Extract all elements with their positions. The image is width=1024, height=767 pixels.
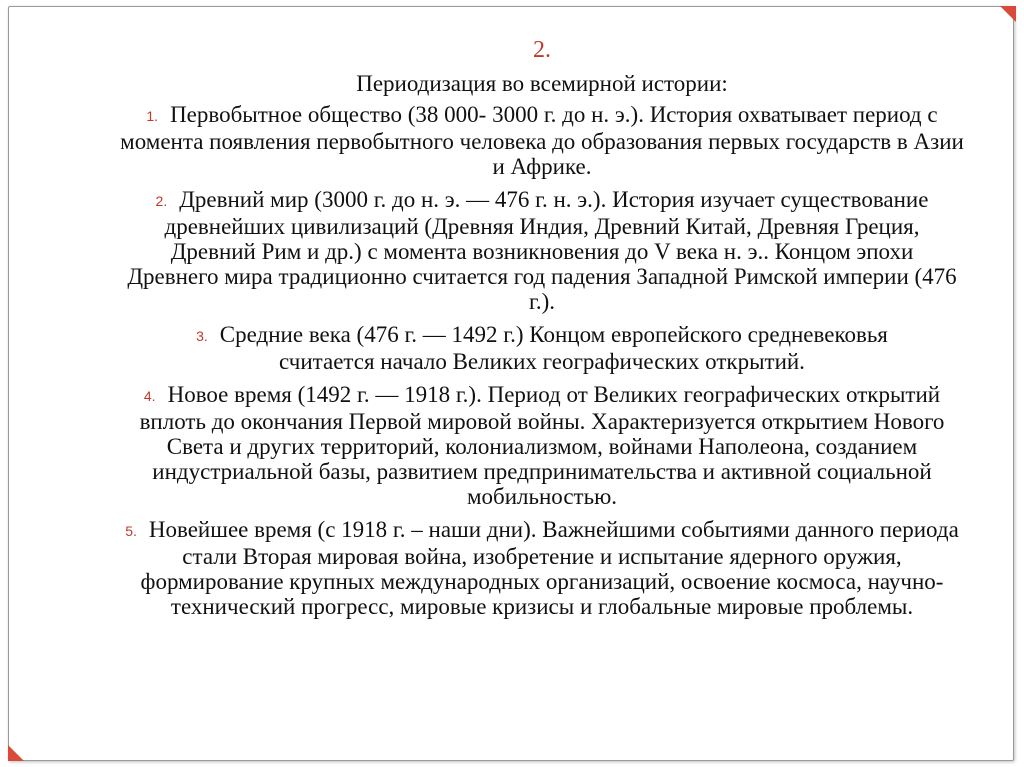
list-item-text: Новейшее время (с 1918 г. – наши дни). Важнейшими событиями данного периода стали Вторая мировая война, изобретение и испытание ядерного оружия, формирование крупных международных организаций, освоение космоса, научно-технический прогресс, мировые кризисы и глобальные мировые проблемы. (140, 517, 959, 619)
list-marker: 4. (143, 388, 156, 404)
list-marker: 2. (155, 193, 168, 209)
periods-list (0, 102, 1024, 619)
corner-ornament-bottom-left (8, 745, 24, 761)
slide-content (0, 36, 1024, 627)
list-marker: 5. (125, 523, 137, 539)
list-item-text: Древний мир (3000 г. до н. э. — 476 г. н. э.). История изучает существование древнейших цивилизаций (Древняя Индия, Древний Китай, Древняя Греция, Древний Рим и др.) с момента возникновения до V века н. э.. Концом эпохи Древнего мира традиционно считается год падения Западной Римской империи (476 г.). (127, 187, 957, 314)
list-item (72, 382, 952, 509)
slide-number: 2. (533, 37, 551, 63)
list-item (57, 517, 967, 619)
list-item (57, 102, 967, 179)
list-item-text: Новое время (1492 г. — 1918 г.). Период от Великих географических открытий вплоть до окончания Первой мировой войны. Характеризуется открытием Нового Света и других территорий, колониализмом, войнами Наполеона, созданием индустриальной базы, развитием предпринимательства и активной социальной мобильностью. (139, 382, 945, 509)
slide-heading: Периодизация во всемирной истории: (356, 71, 728, 96)
list-marker: 1. (146, 108, 159, 124)
list-marker: 3. (196, 328, 208, 344)
list-item-text: Первобытное общество (38 000- 3000 г. до н. э.). История охватывает период с момента появления первобытного человека до образования первых государств в Азии и Африке. (120, 102, 964, 179)
corner-ornament-top-right (1000, 6, 1016, 22)
list-item (92, 322, 932, 374)
list-item (67, 187, 957, 314)
list-item-text: Средние века (476 г. — 1492 г.) Концом европейского средневековья считается начало Великих географических открытий. (219, 322, 888, 374)
